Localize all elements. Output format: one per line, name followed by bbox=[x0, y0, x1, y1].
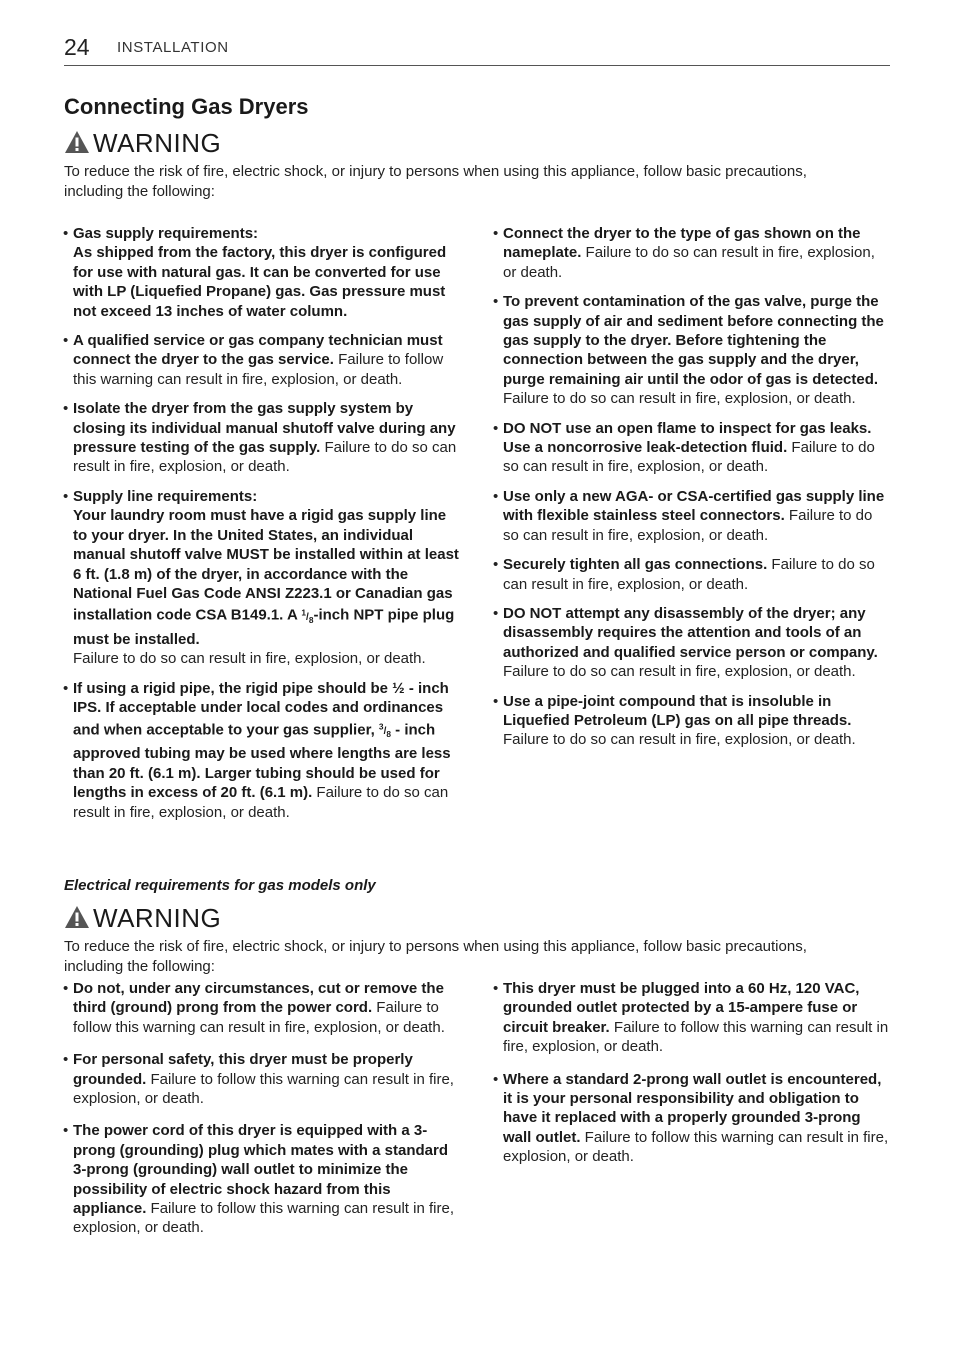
list-item: • A qualified service or gas company technician must connect the dryer to the gas service. Failure to follow this warning can result in fire, explosion, or death. bbox=[64, 331, 460, 389]
list-item: • If using a rigid pipe, the rigid pipe should be ½ - inch IPS. If acceptable under local codes and ordinances and when acceptable to your gas supplier, $^3/_8$ - inch approved tubing may be used where lengths are less than 20 ft. (6.1 m). Larger tubing should be used for lengths in excess of 20 ft. (6.1 m). Failure to do so can result in fire, explosion, or death. bbox=[64, 679, 460, 822]
warning-label: WARNING bbox=[93, 903, 222, 933]
list-item: • The power cord of this dryer is equipped with a 3-prong (grounding) plug which mates with a standard 3-prong (grounding) wall outlet to minimize the possibility of electric shock hazard from this appliance. Failure to follow this warning can result in fire, explosion, or death. bbox=[64, 1121, 460, 1237]
warning-heading bbox=[64, 903, 221, 936]
section-name: INSTALLATION bbox=[117, 39, 229, 56]
warning-label: WARNING bbox=[93, 128, 222, 158]
list-item: • Do not, under any circumstances, cut or remove the third (ground) prong from the power cord. Failure to follow this warning can result in fire, explosion, or death. bbox=[64, 979, 460, 1037]
electrical-heading: Electrical requirements for gas models only bbox=[64, 877, 376, 894]
list-item: • To prevent contamination of the gas valve, purge the gas supply of air and sediment before connecting the gas supply to the dryer. Before tightening the connection between the gas supply and the dryer, purge remaining air until the odor of gas is detected. Failure to do so can result in fire, explosion, or death. bbox=[494, 292, 890, 408]
electrical-right-list bbox=[494, 979, 890, 1177]
list-item: • Use a pipe-joint compound that is insoluble in Liquefied Petroleum (LP) gas on all pipe threads. Failure to do so can result in fire, explosion, or death. bbox=[494, 692, 890, 750]
list-item: • Supply line requirements: Your laundry room must have a rigid gas supply line to your dryer. In the United States, an individual manual shutoff valve MUST be installed within at least 6 ft. (1.8 m) of the dryer, in accordance with the National Fuel Gas Code ANSI Z223.1 or Canadian gas installation code CSA B149.1. A $^1/_8$-inch NPT pipe plug must be installed. Failure to do so can result in fire, explosion, or death. bbox=[64, 487, 460, 669]
electrical-left-list bbox=[64, 979, 460, 1248]
list-item: • For personal safety, this dryer must be properly grounded. Failure to follow this warning can result in fire, explosion, or death. bbox=[64, 1050, 460, 1108]
gas-left-list bbox=[64, 224, 460, 832]
list-item: • DO NOT use an open flame to inspect for gas leaks. Use a noncorrosive leak-detection fluid. Failure to do so can result in fire, explosion, or death. bbox=[494, 419, 890, 477]
list-item: • Connect the dryer to the type of gas shown on the nameplate. Failure to do so can result in fire, explosion, or death. bbox=[494, 224, 890, 282]
list-item: • This dryer must be plugged into a 60 Hz, 120 VAC, grounded outlet protected by a 15-ampere fuse or circuit breaker. Failure to follow this warning can result in fire, explosion, or death. bbox=[494, 979, 890, 1057]
page-header bbox=[64, 33, 890, 66]
warning-triangle-icon bbox=[64, 905, 90, 936]
list-item: • Isolate the dryer from the gas supply system by closing its individual manual shutoff valve during any pressure testing of the gas supply. Failure to do so can result in fire, explosion, or death. bbox=[64, 399, 460, 477]
list-item: • Where a standard 2-prong wall outlet is encountered, it is your personal responsibility and obligation to have it replaced with a properly grounded 3-prong wall outlet. Failure to follow this warning can result in fire, explosion, or death. bbox=[494, 1070, 890, 1167]
warning-intro: To reduce the risk of fire, electric shock, or injury to persons when using this appliance, follow basic precautions, including the following: bbox=[64, 938, 807, 975]
page-title: Connecting Gas Dryers bbox=[64, 94, 309, 119]
warning-heading bbox=[64, 128, 221, 161]
warning-intro: To reduce the risk of fire, electric shock, or injury to persons when using this appliance, follow basic precautions, including the following: bbox=[64, 163, 807, 200]
list-item: • DO NOT attempt any disassembly of the dryer; any disassembly requires the attention and tools of an authorized and qualified service person or company. Failure to do so can result in fire, explosion, or death. bbox=[494, 604, 890, 682]
list-item: • Gas supply requirements: As shipped from the factory, this dryer is configured for use with natural gas. It can be converted for use with LP (Liquefied Propane) gas. Gas pressure must not exceed 13 inches of water column. bbox=[64, 224, 460, 321]
page-number: 24 bbox=[64, 34, 90, 60]
list-item: • Securely tighten all gas connections. Failure to do so can result in fire, explosion, or death. bbox=[494, 555, 890, 594]
warning-triangle-icon bbox=[64, 130, 90, 161]
list-item: • Use only a new AGA- or CSA-certified gas supply line with flexible stainless steel connectors. Failure to do so can result in fire, explosion, or death. bbox=[494, 487, 890, 545]
gas-right-list bbox=[494, 224, 890, 760]
